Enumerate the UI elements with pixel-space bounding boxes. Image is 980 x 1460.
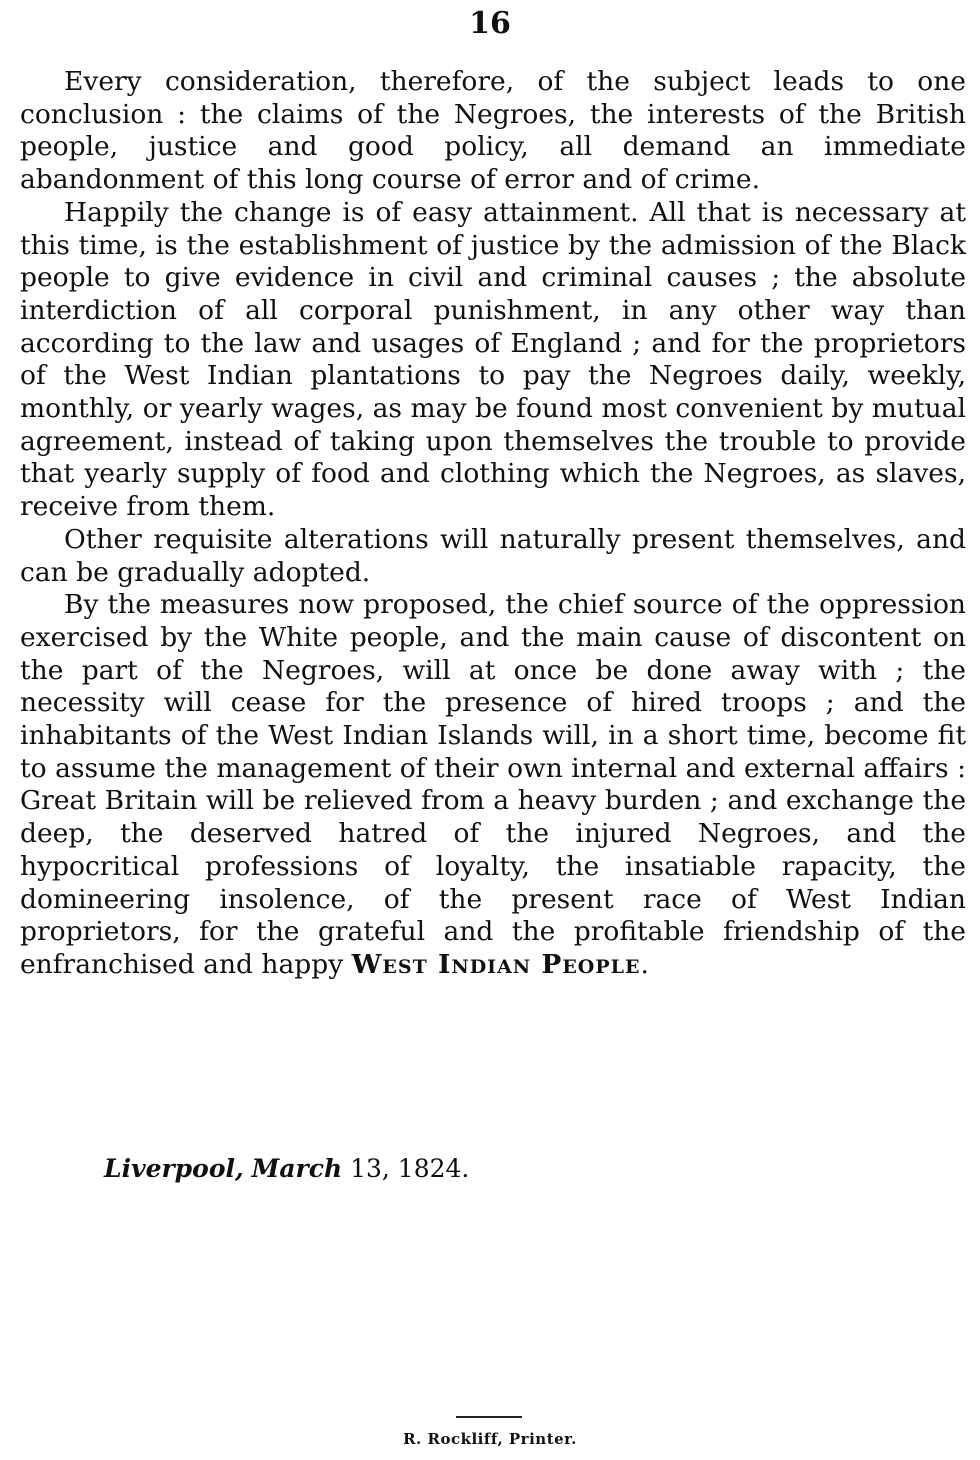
paragraph-4-small-caps: West Indian People bbox=[351, 948, 641, 980]
paragraph-4-main: By the measures now proposed, the chief source of the oppression exercised by the White people, and the main cause of discontent on the part of the Negroes, will at once be done away with ; the necessity will cease for the presence of hired troops ; and the inhabitants of the West Indian Islands will, in a short time, become fit to assume the management of their own internal and external affairs : Great Britain will be relieved from a heavy burden ; and exchange the deep, the deserved hatred of the injured Negroes, and the hypocritical professions of loyalty, the insatiable rapacity, the domineering insolence, of the present race of West Indian proprietors, for the grateful and the profitable friendship of the enfranchised and happy bbox=[20, 589, 966, 980]
signoff-month: March bbox=[251, 1154, 343, 1183]
paragraph-4-end: . bbox=[640, 948, 649, 980]
signoff-place: Liverpool, bbox=[104, 1154, 244, 1183]
paragraph-3: Other requisite alterations will naturally present themselves, and can be gradually adopted. bbox=[20, 523, 966, 588]
paragraph-2: Happily the change is of easy attainment. All that is necessary at this time, is the establishment of justice by the admission of the Black people to give evidence in civil and criminal causes ; the absolute interdiction of all corporal punishment, in any other way than according to the law and usages of England ; and for the proprietors of the West Indian plantations to pay the Negroes daily, weekly, monthly, or yearly wages, as may be found most convenient by mutual agreement, instead of taking upon themselves the trouble to provide that yearly supply of food and clothing which the Negroes, as slaves, receive from them. bbox=[20, 196, 966, 523]
signoff bbox=[104, 1154, 469, 1183]
printer-imprint: R. Rockliff, Printer. bbox=[403, 1430, 577, 1448]
footer-rule bbox=[456, 1416, 522, 1418]
paragraph-1: Every consideration, therefore, of the subject leads to one conclusion : the claims of the Negroes, the interests of the British people, justice and good policy, all demand an immediate abandonment of this long course of error and of crime. bbox=[20, 66, 966, 196]
paragraph-4 bbox=[20, 589, 966, 981]
body-text bbox=[20, 66, 966, 982]
signoff-date: 13, 1824. bbox=[350, 1154, 470, 1183]
page-number: 16 bbox=[469, 6, 511, 41]
